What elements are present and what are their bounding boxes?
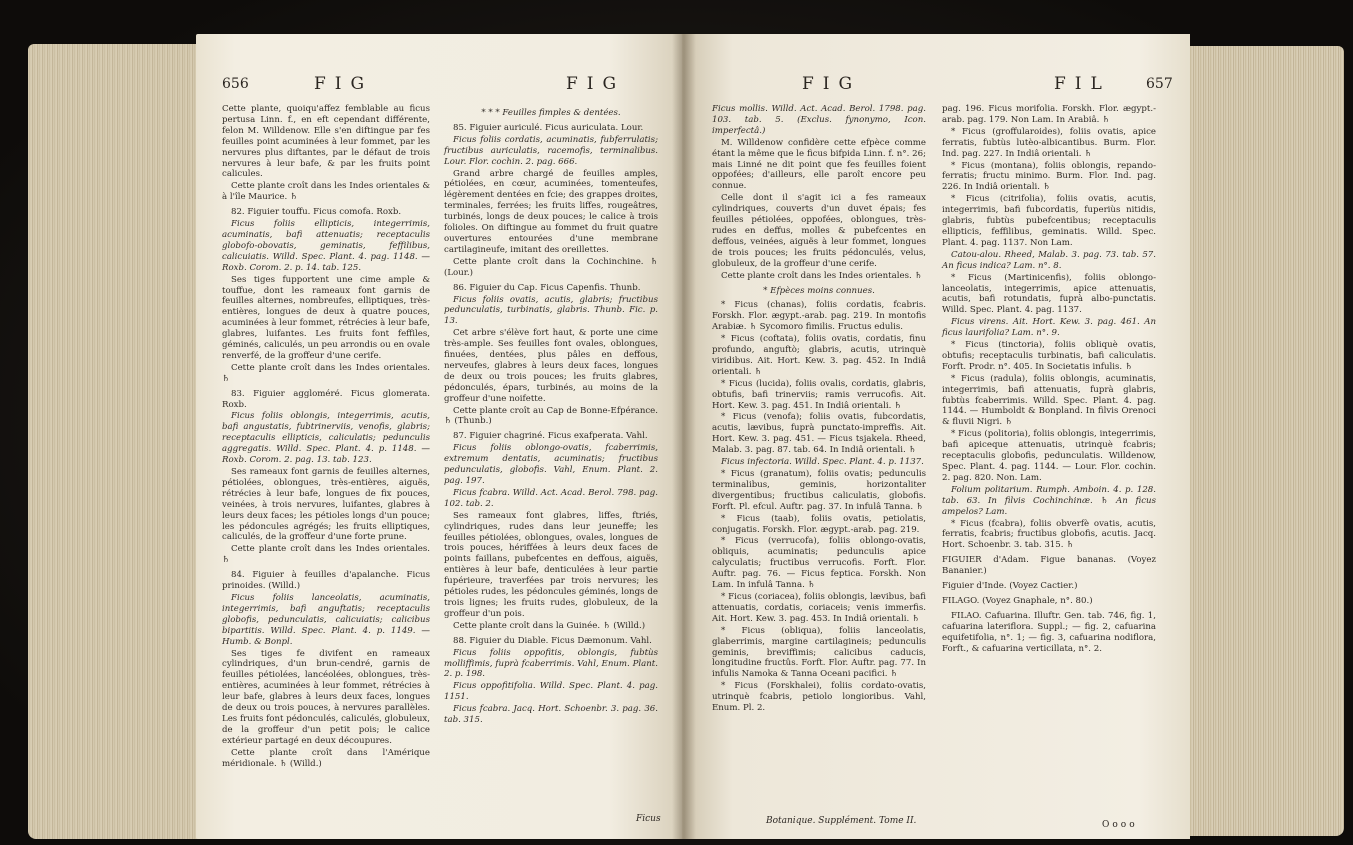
left-page-edges [28,44,198,839]
entry: * Ficus (montana), foliis oblongis, repando-ferratis; fructu minimo. Burm. Flor. Ind. pag. 226. In Indiâ orientali. ♄ [942,160,1156,193]
species-heading: 82. Figuier touffu. Ficus comofa. Roxb. [231,207,402,218]
entry: * Ficus (taab), foliis ovatis, petiolatis, conjugatis. Forskh. Flor. ægypt.-arab. pag. 219. [712,513,926,535]
species-heading: 88. Figuier du Diable. Ficus Dæmonum. Vahl. [453,635,652,646]
entry: * Ficus (obliqua), foliis lanceolatis, glaberrimis, margine cartilagineis; pedunculis geminis, breviffimis; calicibus caducis, longitudine fructûs. Forft. Flor. Auftr. pag. 77. In infulis Namoka & Tanna Oceani pacifici. ♄ [712,625,926,680]
running-header-left: FIG [802,74,862,94]
column-left [222,104,430,770]
paragraph: Cette plante, quoiqu'affez femblable au ficus pertusa Linn. f., en eft cependant différente, felon M. Willdenow. Elle s'en diftingue par fes feuilles point acuminées à leur fommet, par les nervures plus diftantes, par le défaut de trois nervures à leur bafe, & par les fruits point calicules. [222,104,430,180]
left-page [196,34,682,839]
paragraph: Cette plante croît dans les Indes orientales. ♄ [222,362,430,384]
species-heading: 85. Figuier auriculé. Ficus auriculata. Lour. [453,122,644,133]
page-number: 657 [1146,76,1173,92]
entry: * Ficus (verrucofa), foliis oblongo-ovatis, obliquis, acuminatis; pedunculis apice calyculatis; fructibus verrucofis. Forft. Flor. Auftr. pag. 76. — Ficus feptica. Forskh. Non Lam. In infulâ Tanna. ♄ [712,536,926,591]
synonym: Ficus infectoria. Willd. Spec. Plant. 4. p. 1137. [721,457,924,468]
entry: pag. 196. Ficus morifolia. Forskh. Flor. ægypt.-arab. pag. 179. Non Lam. In Arabiâ. ♄ [942,104,1156,125]
entry: * Ficus (Forskhalei), foliis cordato-ovatis, utrinquè fcabris, petiolo longioribus. Vahl, Enum. Pl. 2. [712,681,926,714]
paragraph: Cette plante croît dans la Cochinchine. ♄ (Lour.) [444,256,658,278]
synonym: Ficus oppofitifolia. Willd. Spec. Plant. 4. pag. 1151. [444,681,658,703]
section-heading: * Efpèces moins connues. [763,285,875,296]
paragraph: Ses tiges fe divifent en rameaux cylindriques, d'un brun-cendré, garnis de feuilles pétiolées, lancéolées, oblongues, très-entières, acuminées à leur fommet, rétrécies à leur bafe, glabres à leurs deux faces, longues de deux ou trois pouces, à nervures parallèles. Les fruits font pédonculés, caliculés, globuleux, de la groffeur d'un petit pois; le calice extérieur partagé en deux découpures. [222,648,430,746]
cross-reference: Figuier d'Inde. (Voyez Cactier.) [942,581,1078,592]
right-page-edges [1184,46,1344,836]
diagnosis: Ficus foliis ellipticis, integerrimis, acuminatis, bafi attenuatis; receptaculis globofo-obovatis, geminatis, feffilibus, calicuiatis. Willd. Spec. Plant. 4. pag. 1148. — Roxb. Corom. 2. p. 14. tab. 125. [222,219,430,273]
book-gutter [672,34,696,839]
entry: * Ficus (lucida), foliis ovalis, cordatis, glabris, obtufis, bafi trinerviis; ramis verrucofis. Ait. Hort. Kew. 3. pag. 451. In Indiâ orientali. ♄ [712,378,926,411]
entry: * Ficus (fcabra), foliis obverfè ovatis, acutis, ferratis, fcabris; fructibus globofis, acutis. Jacq. Hort. Schoenbr. 3. tab. 315. ♄ [942,518,1156,551]
synonym: Ficus fcabra. Willd. Act. Acad. Berol. 798. pag. 102. tab. 2. [444,487,658,509]
running-header-right: FIG [566,74,626,94]
cross-reference: FIGUIER d'Adam. Figue bananas. (Voyez Bananier.) [942,555,1156,577]
paragraph: Cet arbre s'élève fort haut, & porte une cime très-ample. Ses feuilles font ovales, oblongues, finuées, dentées, plus pâles en deffous, nerveufes, glabres à leurs deux faces, longues de deux ou trois pouces; les fruits glabres, pédonculés, épars, turbinés, au moins de la groffeur d'une noifette. [444,328,658,404]
entry: * Ficus (politoria), foliis oblongis, integerrimis, bafi apiceque attenuatis, utrinquè fcabris; receptaculis globofis, pedunculatis. Willdenow, Spec. Plant. 4. pag. 1144. — Lour. Flor. cochin. 2. pag. 820. Non. Lam. [942,429,1156,483]
entry: * Ficus (citrifolia), foliis ovatis, acutis, integerrimis, bafi fubcordatis, fuperiùs nitidis, glabris, fubtùs pubefcentibus; receptaculis ellipticis, feffilibus, geminatis. Willd. Spec. Plant. 4. pag. 1137. Non Lam. [942,194,1156,248]
paragraph: Cette plante croît au Cap de Bonne-Efpérance. ♄ (Thunb.) [444,405,658,427]
paragraph: Cette plante croît dans les Indes orientales. ♄ [222,544,430,566]
paragraph: Celle dont il s'agit ici a fes rameaux cylindriques, couverts d'un duvet épais; fes feuilles pétiolées, oppofées, oblongues, très-rudes en deffus, molles & pubefcentes en deffous, veinées, aiguës à leur fommet, longues de trois pouces; les fruits pédonculés, velus, globuleux, de la groffeur d'une cerife. [712,193,926,269]
entry: * Ficus (coftata), foliis ovatis, cordatis, finu profundo, anguftò; glabris, acutis, utrinquè viridibus. Ait. Hort. Kew. 3. pag. 452. In Indiâ orientali. ♄ [712,334,926,377]
paragraph: Ses rameaux font glabres, liffes, ftriés, cylindriques, rudes dans leur jeuneffe; les feuilles pétiolées, oblongues, ovales, longues de trois pouces, hériffées à leurs deux faces de points faillans, pubefcentes en deffous, aiguës, entières à leur bafe, denticulées à leur partie fupérieure, traverfées par trois nervures; les pétioles rudes, les pédoncules géminés, longs de trois lignes; les fruits rudes, globuleux, de la groffeur d'un pois. [444,510,658,619]
running-header-left: FIG [314,74,374,94]
section-heading: * * * Feuilles fimples & dentées. [481,108,621,118]
column-right [444,104,658,727]
species-heading: 84. Figuier à feuilles d'apalanche. Ficus prinoides. (Willd.) [222,570,430,592]
entry: * Ficus (granatum), foliis ovatis; pedunculis terminalibus, geminis, horizontaliter divergentibus; fructibus caliculatis, globofis. Forft. Pl. efcul. Auftr. pag. 37. In infulâ Tanna. ♄ [712,469,926,512]
paragraph: M. Willdenow confidère cette efpèce comme étant la même que le ficus bifpida Linn. f. n°. 26; mais Linné ne dit point que fes feuilles foient oppofées; d'ailleurs, elle paroît encore peu connue. [712,137,926,192]
page-number: 656 [222,76,249,92]
signature-line: Botanique. Supplément. Tome II. [766,816,917,826]
paragraph: Cette plante croît dans les Indes orientales. ♄ [721,270,923,281]
paragraph: Cette plante croît dans la Guinée. ♄ (Willd.) [453,620,646,631]
entry: * Ficus (venofa); foliis ovatis, fubcordatis, acutis, lævibus, fuprà punctato-impreffis. Ait. Hort. Kew. 3. pag. 451. — Ficus tsjakela. Rheed, Malab. 3. pag. 87. tab. 64. In Indiâ orientali. ♄ [712,412,926,456]
entry: * Ficus (tinctoria), foliis obliquè ovatis, obtufis; receptaculis turbinatis, bafi caliculatis. Forft. Prodr. n°. 405. In Societatis infulis. ♄ [942,340,1156,372]
right-page [682,34,1190,839]
synonym: Catou-alou. Rheed, Malab. 3. pag. 73. tab. 57. An ficus indica? Lam. n°. 8. [942,249,1156,271]
catchword: Oooo [1102,820,1138,830]
entry: * Ficus (coriacea), foliis oblongis, lævibus, bafi attenuatis, cordatis, coriaceis; venis immerfis. Ait. Hort. Kew. 3. pag. 453. In Indiâ orientali. ♄ [712,591,926,624]
cross-reference: FILAGO. (Voyez Gnaphale, n°. 80.) [942,595,1093,606]
entry: * Ficus (radula), foliis oblongis, acuminatis, integerrimis, bafi attenuatis, fuprà glabris, fubtùs fcaberrimis. Willd. Spec. Plant. 4. pag. 1144. — Humboldt & Bonpland. In filvis Orenoci & fluvii Nigri. ♄ [942,373,1156,428]
entry: * Ficus (groffularoides), foliis ovatis, apice ferratis, fubtùs lutèo-albicantibus. Burm. Flor. Ind. pag. 227. In Indiâ orientali. ♄ [942,126,1156,159]
column-right [942,104,1156,656]
synonym: Folium politarium. Rumph. Amboin. 4. p. 128. tab. 63. In filvis Cochinchinæ. ♄ An ficus ampelos? Lam. [942,484,1156,517]
species-heading: 86. Figuier du Cap. Ficus Capenfis. Thunb. [453,282,641,293]
genus-entry: FILAO. Cafuarina. Illuftr. Gen. tab. 746, fig. 1, cafuarina lateriflora. Suppl.; — fig. 2, cafuarina equifetifolia, n°. 1; — fig. 3, cafuarina nodiflora, Forft., & cafuarina verticillata, n°. 2. [942,610,1156,654]
paragraph: Ses tiges fupportent une cime ample & touffue, dont les rameaux font garnis de feuilles alternes, nombreufes, elliptiques, très-entières, longues de deux à quatre pouces, acuminées à leur fommet, rétrécies à leur bafe, glabres, luifantes. Les fruits font feffiles, géminés, caliculés, un peu arrondis ou en ovale renverfé, de la groffeur d'une cerife. [222,274,430,361]
paragraph: Cette plante croît dans l'Amérique méridionale. ♄ (Willd.) [222,747,430,769]
paragraph: Cette plante croît dans les Indes orientales & à l'île Maurice. ♄ [222,181,430,203]
open-book [6,24,1347,839]
entry: * Ficus (Martinicenfis), foliis oblongo-lanceolatis, integerrimis, apice attenuatis, acutis, bafi rotundatis, fuprà albo-punctatis. Willd. Spec. Plant. 4. pag. 1137. [942,272,1156,316]
diagnosis: Ficus foliis lanceolatis, acuminatis, integerrimis, bafi anguftatis; receptaculis globofis, pedunculatis, calicuiatis; calicibus bipartitis. Willd. Spec. Plant. 4. p. 1149. — Humb. & Bonpl. [222,592,430,647]
synonym: Ficus mollis. Willd. Act. Acad. Berol. 1798. pag. 103. tab. 5. (Exclus. fynonymo, Icon. imperfectâ.) [712,104,926,136]
diagnosis: Ficus foliis oblongo-ovatis, fcaberrimis, extremum dentatis, acuminatis; fructibus pedunculatis, globofis. Vahl, Enum. Plant. 2. pag. 197. [444,443,658,486]
species-heading: 87. Figuier chagriné. Ficus exafperata. Vahl. [453,431,648,442]
running-header-right: FIL [1054,74,1111,94]
diagnosis: Ficus foliis oppofitis, oblongis, fubtùs molliffimis, fuprà fcaberrimis. Vahl, Enum. Plant. 2. p. 198. [444,647,658,680]
paragraph: Grand arbre chargé de feuilles amples, pétiolées, en cœur, acuminées, tomenteufes, légèrement dentées en fcie; des grappes droites, terminales, ferrées; les fruits liffes, rougeâtres, turbinés, longs de deux pouces; le calice à trois folioles. On diftingue au fommet du fruit quatre ouvertures entourées d'une membrane cartilagineufe, imitant des oreillettes. [444,168,658,255]
paragraph: Ses rameaux font garnis de feuilles alternes, pétiolées, oblongues, très-entières, aiguës, rétrécies à leur bafe, longues de fix pouces, veinées, à trois nervures, luifantes, glabres à leurs deux faces; les pétioles longs d'un pouce; les pédoncules agrégés; les fruits elliptiques, caliculés, de la groffeur d'une forte prune. [222,467,430,543]
entry: * Ficus (chanas), foliis cordatis, fcabris. Forskh. Flor. ægypt.-arab. pag. 219. In montofis Arabiæ. ♄ Sycomoro fimilis. Fructus edulis. [712,300,926,333]
column-left [712,104,926,715]
diagnosis: Ficus foliis cordatis, acuminatis, fubferrulatis; fructibus auriculatis, racemofis, terminalibus. Lour. Flor. cochin. 2. pag. 666. [444,134,658,167]
diagnosis: Ficus foliis ovatis, acutis, glabris; fructibus pedunculatis, turbinatis, glabris. Thunb. Fic. p. 13. [444,294,658,327]
species-heading: 83. Figuier aggloméré. Ficus glomerata. Roxb. [222,388,430,410]
synonym: Ficus fcabra. Jacq. Hort. Schoenbr. 3. pag. 36. tab. 315. [444,704,658,726]
synonym: Ficus virens. Ait. Hort. Kew. 3. pag. 461. An ficus laurifolia? Lam. n°. 9. [942,317,1156,339]
diagnosis: Ficus foliis oblongis, integerrimis, acutis, bafi angustatis, fubtrinerviis, venofis, glabris; receptaculis ellipticis, caliculatis; pedunculis aggregatis. Willd. Spec. Plant. 4. p. 1148. — Roxb. Corom. 2. pag. 13. tab. 123. [222,411,430,466]
catchword: Ficus [636,814,661,824]
